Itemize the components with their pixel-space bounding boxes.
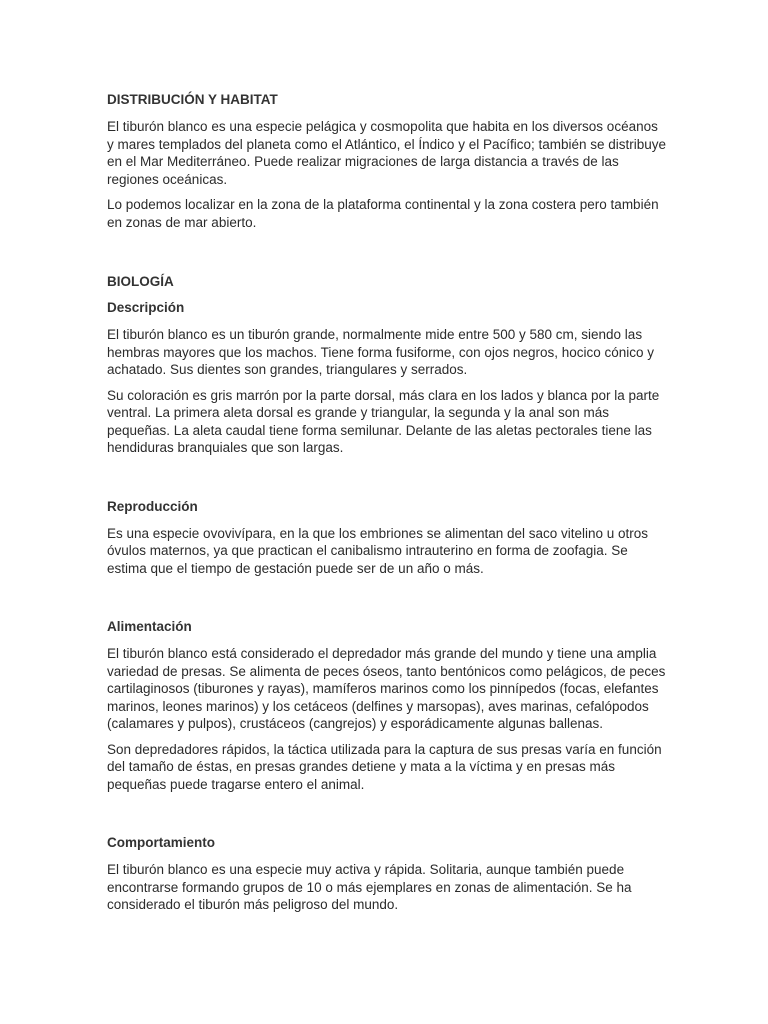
section-heading-reproduccion: Reproducción [107, 498, 198, 514]
section-heading-alimentacion: Alimentación [107, 619, 192, 634]
paragraph-reproduccion-1: Es una especie ovovivípara, en la que los embriones se alimentan del saco vitelino u otros óvulos maternos, ya que practican el canibalismo intrauterino en forma de zoofagia. Se estima que el tiempo de gestación puede ser de un año o más. [107, 525, 649, 576]
paragraph-alimentacion-1: El tiburón blanco está considerado el depredador más grande del mundo y tiene una amplia variedad de presas. Se alimenta de peces óseos, tanto bentónicos como pelágicos, de peces cartilaginosos (tiburones y rayas), mamíferos marinos como los pinnípedos (focas, elefantes marinos, leones marinos) y los cetáceos (delfines y marsopas), aves marinas, cefalópodos (calamares y pulpos), crustáceos (cangrejos) y esporádicamente algunas ballenas. [107, 646, 666, 731]
paragraph-comportamiento-1: El tiburón blanco es una especie muy activa y rápida. Solitaria, aunque también puede encontrarse formando grupos de 10 o más ejemplares en zonas de alimentación. Se ha considerado el tiburón más peligroso del mundo. [107, 862, 632, 912]
section-heading-comportamiento: Comportamiento [107, 835, 215, 850]
paragraph-alimentacion-2: Son depredadores rápidos, la táctica utilizada para la captura de sus presas varía en función del tamaño de éstas, en presas grandes detiene y mata a la víctima y en presas más pequeñas puede tragarse entero el animal. [107, 741, 662, 792]
paragraph-distribucion-1: El tiburón blanco es una especie pelágica y cosmopolita que habita en los diversos océanos y mares templados del planeta como el Atlántico, el Índico y el Pacífico; también se distribuye en el Mar Mediterráneo. Puede realizar migraciones de larga distancia a través de las regiones oceánicas. [107, 119, 667, 187]
document-page [107, 91, 667, 914]
paragraph-distribucion-2: Lo podemos localizar en la zona de la plataforma continental y la zona costera pero también en zonas de mar abierto. [107, 197, 659, 230]
section-heading-biologia: BIOLOGÍA [107, 274, 174, 289]
paragraph-descripcion-1: El tiburón blanco es un tiburón grande, normalmente mide entre 500 y 580 cm, siendo las hembras mayores que los machos. Tiene forma fusiforme, con ojos negros, hocico cónico y achatado. Sus dientes son grandes, triangulares y serrados. [107, 327, 655, 377]
paragraph-descripcion-2: Su coloración es gris marrón por la parte dorsal, más clara en los lados y blanca por la parte ventral. La primera aleta dorsal es grande y triangular, la segunda y la anal son más pequeñas. La aleta caudal tiene forma semilunar. Delante de las aletas pectorales tiene las hendiduras branquiales que son largas. [107, 387, 660, 455]
section-heading-distribucion: DISTRIBUCIÓN Y HABITAT [107, 92, 278, 107]
subheading-descripcion: Descripción [107, 300, 185, 315]
